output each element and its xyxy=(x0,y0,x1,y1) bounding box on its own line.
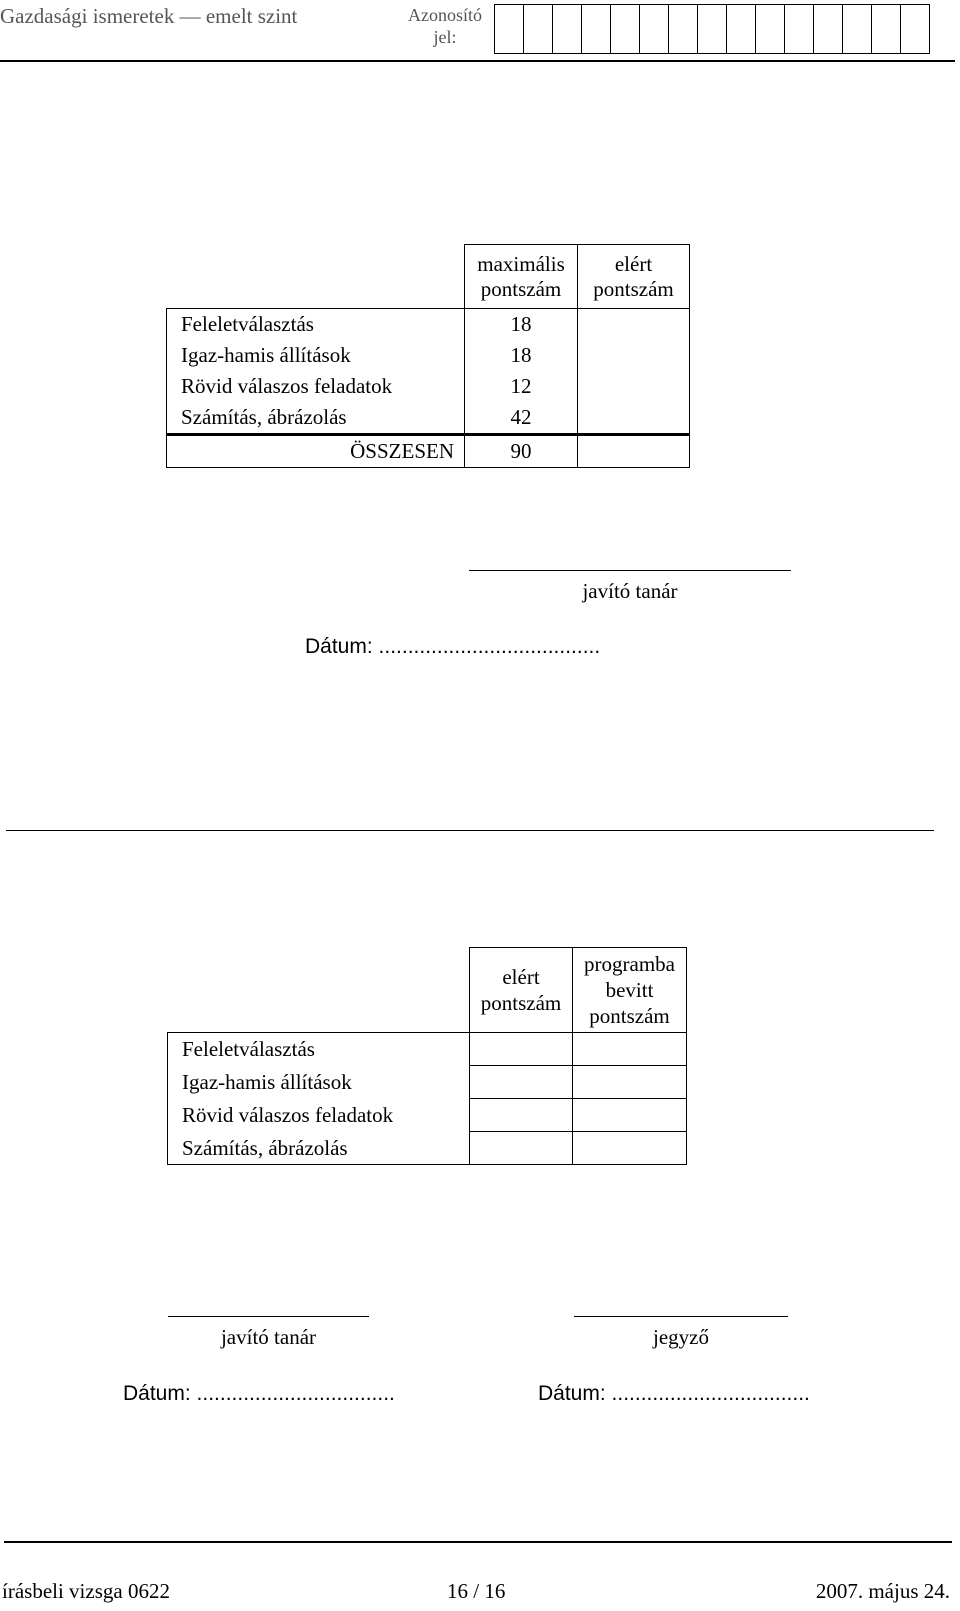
id-code-box[interactable] xyxy=(495,5,524,53)
id-label-line1: Azonosító xyxy=(408,5,482,25)
id-code-box[interactable] xyxy=(582,5,611,53)
teacher-signature-line xyxy=(469,570,791,571)
footer-rule xyxy=(4,1541,952,1543)
score-table-header-row xyxy=(167,245,690,309)
total-achieved-field[interactable] xyxy=(578,435,690,468)
score-row xyxy=(167,371,690,402)
entry-table-header-row xyxy=(168,948,687,1033)
score-row-label: Rövid válaszos feladatok xyxy=(167,371,465,402)
score-row-max: 42 xyxy=(465,402,578,435)
score-entry-table xyxy=(167,947,687,1165)
score-summary-table xyxy=(166,244,690,468)
footer-exam-code: írásbeli vizsga 0622 xyxy=(2,1579,170,1603)
entered-points-header-line3: pontszám xyxy=(589,1004,670,1028)
id-label xyxy=(404,4,486,48)
entry-row xyxy=(168,1033,687,1066)
entry-achieved-header-line2: pontszám xyxy=(480,991,562,1015)
score-row-max: 12 xyxy=(465,371,578,402)
achieved-points-header xyxy=(578,245,690,309)
total-label: ÖSSZESEN xyxy=(167,435,465,468)
id-code-box[interactable] xyxy=(698,5,727,53)
entry-row-achieved-field[interactable] xyxy=(470,1066,573,1099)
score-row-label: Számítás, ábrázolás xyxy=(167,402,465,435)
clerk-signature-label: jegyző xyxy=(653,1325,709,1349)
entry-row-label: Rövid válaszos feladatok xyxy=(168,1099,470,1132)
teacher-signature-label: javító tanár xyxy=(582,579,678,603)
total-max: 90 xyxy=(465,435,578,468)
document-header-title: Gazdasági ismeretek — emelt szint xyxy=(0,4,298,28)
score-row-max: 18 xyxy=(465,340,578,371)
entry-row xyxy=(168,1066,687,1099)
id-code-box[interactable] xyxy=(553,5,582,53)
section-divider xyxy=(6,830,934,831)
entered-points-header-line2: bevitt xyxy=(605,978,654,1002)
id-label-line2: jel: xyxy=(433,27,457,47)
teacher-date-field-2[interactable]: Dátum: .................................. xyxy=(123,1382,395,1405)
score-row-achieved-field[interactable] xyxy=(578,309,690,341)
id-code-boxes xyxy=(494,4,930,54)
id-code-box[interactable] xyxy=(524,5,553,53)
entry-row-entered-field[interactable] xyxy=(573,1066,687,1099)
score-row xyxy=(167,309,690,341)
entry-row-entered-field[interactable] xyxy=(573,1099,687,1132)
max-points-header-line1: maximális xyxy=(477,251,565,276)
achieved-points-header-line2: pontszám xyxy=(593,276,674,301)
entry-row-achieved-field[interactable] xyxy=(470,1033,573,1066)
id-code-box[interactable] xyxy=(727,5,756,53)
entered-points-header xyxy=(573,948,687,1033)
header-rule xyxy=(0,60,955,62)
achieved-points-header-line1: elért xyxy=(614,251,653,276)
id-code-box[interactable] xyxy=(901,5,930,53)
id-code-box[interactable] xyxy=(669,5,698,53)
entry-row xyxy=(168,1099,687,1132)
score-row-max: 18 xyxy=(465,309,578,341)
score-row-achieved-field[interactable] xyxy=(578,340,690,371)
id-code-box[interactable] xyxy=(785,5,814,53)
id-code-box[interactable] xyxy=(640,5,669,53)
id-code-box[interactable] xyxy=(843,5,872,53)
entry-achieved-header xyxy=(470,948,573,1033)
max-points-header xyxy=(465,245,578,309)
id-code-box[interactable] xyxy=(872,5,901,53)
teacher-signature-label-2: javító tanár xyxy=(220,1325,317,1349)
entry-achieved-header-line1: elért xyxy=(502,965,540,989)
score-total-row xyxy=(167,435,690,468)
entry-row-achieved-field[interactable] xyxy=(470,1132,573,1165)
entry-row xyxy=(168,1132,687,1165)
footer-page-number: 16 / 16 xyxy=(447,1579,506,1603)
score-table-header-blank xyxy=(167,245,465,309)
id-code-box[interactable] xyxy=(814,5,843,53)
id-code-box[interactable] xyxy=(611,5,640,53)
footer-exam-date: 2007. május 24. xyxy=(815,1579,950,1603)
score-row-label: Feleletválasztás xyxy=(167,309,465,341)
entry-row-label: Számítás, ábrázolás xyxy=(168,1132,470,1165)
entry-row-entered-field[interactable] xyxy=(573,1132,687,1165)
score-row xyxy=(167,402,690,435)
score-row xyxy=(167,340,690,371)
teacher-signature-line-2 xyxy=(168,1316,369,1317)
entry-row-entered-field[interactable] xyxy=(573,1033,687,1066)
teacher-date-field[interactable]: Dátum: ...................................... xyxy=(305,635,601,658)
score-row-achieved-field[interactable] xyxy=(578,402,690,435)
entry-row-achieved-field[interactable] xyxy=(470,1099,573,1132)
entry-table-header-blank xyxy=(168,948,470,1033)
id-code-box[interactable] xyxy=(756,5,785,53)
entry-row-label: Feleletválasztás xyxy=(168,1033,470,1066)
max-points-header-line2: pontszám xyxy=(480,276,562,301)
clerk-date-field[interactable]: Dátum: .................................. xyxy=(538,1382,810,1405)
entered-points-header-line1: programba xyxy=(584,952,675,976)
score-row-label: Igaz-hamis állítások xyxy=(167,340,465,371)
clerk-signature-line xyxy=(574,1316,788,1317)
score-row-achieved-field[interactable] xyxy=(578,371,690,402)
entry-row-label: Igaz-hamis állítások xyxy=(168,1066,470,1099)
